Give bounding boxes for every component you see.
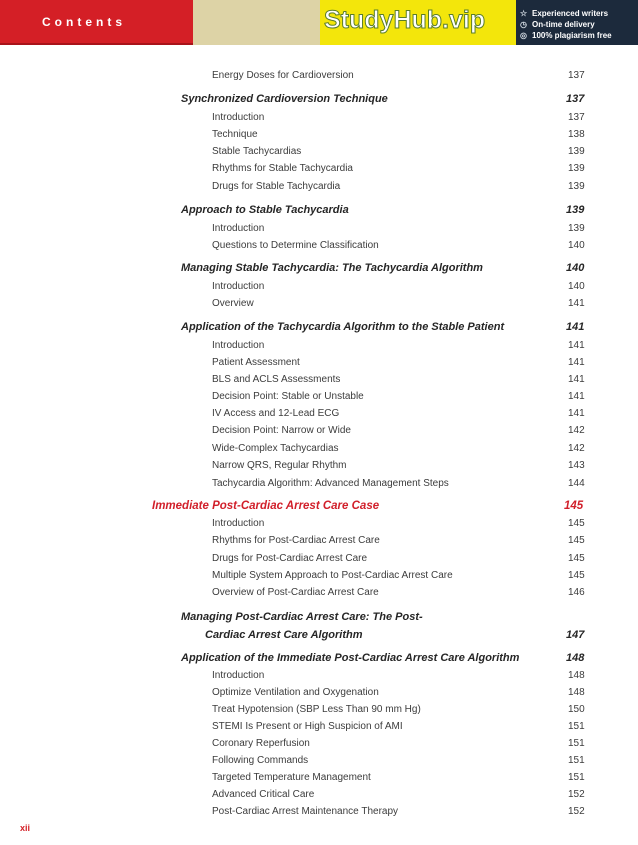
toc-title: Introduction <box>212 112 265 123</box>
toc-page-number: 139 <box>568 163 585 174</box>
toc-page-number: 148 <box>566 652 585 664</box>
toc-title: Decision Point: Stable or Unstable <box>212 391 364 402</box>
toc-title: Following Commands <box>212 755 309 766</box>
toc-entry[interactable] <box>0 772 638 786</box>
toc-page-number: 140 <box>566 262 585 274</box>
toc-section[interactable] <box>0 321 638 337</box>
clock-icon: ◷ <box>520 20 527 29</box>
tagline-text: Experienced writers <box>532 9 609 18</box>
toc-entry[interactable] <box>0 240 638 254</box>
star-icon: ☆ <box>520 9 528 18</box>
toc-page-number: 145 <box>568 535 585 546</box>
toc-title: Multiple System Approach to Post-Cardiac Arrest Care <box>212 570 453 581</box>
toc-page-number: 141 <box>568 357 585 368</box>
toc-page-number: 148 <box>568 687 585 698</box>
toc-title: Post-Cardiac Arrest Maintenance Therapy <box>212 806 399 817</box>
toc-title: Application of the Tachycardia Algorithm to the Stable Patient <box>181 321 505 333</box>
toc-page-number: 152 <box>568 789 585 800</box>
toc-entry[interactable] <box>0 570 638 584</box>
toc-entry[interactable] <box>0 443 638 457</box>
toc-page-number: 141 <box>566 321 585 333</box>
toc-entry[interactable] <box>0 425 638 439</box>
toc-case[interactable] <box>0 500 638 516</box>
toc-page-number: 145 <box>568 570 585 581</box>
toc-entry[interactable] <box>0 340 638 354</box>
toc-page-number: 151 <box>568 721 585 732</box>
toc-title: Synchronized Cardioversion Technique <box>181 93 388 105</box>
toc-page-number: 145 <box>564 500 584 512</box>
toc-title: Drugs for Stable Tachycardia <box>212 181 341 192</box>
toc-title: Patient Assessment <box>212 357 300 368</box>
toc-entry[interactable] <box>0 181 638 195</box>
toc-title: Drugs for Post-Cardiac Arrest Care <box>212 553 368 564</box>
toc-page-number: 139 <box>568 181 585 192</box>
toc-entry[interactable] <box>0 298 638 312</box>
toc-page-number: 142 <box>568 425 585 436</box>
toc-entry[interactable] <box>0 70 638 84</box>
toc-entry[interactable] <box>0 112 638 126</box>
toc-title: BLS and ACLS Assessments <box>212 374 341 385</box>
toc-page-number: 139 <box>566 204 585 216</box>
page-number: xii <box>20 823 31 833</box>
toc-entry[interactable] <box>0 670 638 684</box>
toc-page-number: 150 <box>568 704 585 715</box>
toc-title: Approach to Stable Tachycardia <box>181 204 349 216</box>
toc-entry[interactable] <box>0 755 638 769</box>
toc-entry[interactable] <box>0 223 638 237</box>
toc-section[interactable] <box>0 204 638 220</box>
toc-title: Introduction <box>212 340 265 351</box>
toc-page-number: 152 <box>568 806 585 817</box>
toc-page-number: 151 <box>568 755 585 766</box>
tagline-text: On-time delivery <box>532 20 595 29</box>
toc-page-number: 147 <box>566 629 585 641</box>
contents-title: Contents <box>42 15 126 29</box>
toc-title: Rhythms for Stable Tachycardia <box>212 163 353 174</box>
toc-title: Rhythms for Post-Cardiac Arrest Care <box>212 535 380 546</box>
toc-entry[interactable] <box>0 391 638 405</box>
toc-title: Application of the Immediate Post-Cardiac Arrest Care Algorithm <box>181 652 520 664</box>
toc-entry[interactable] <box>0 535 638 549</box>
toc-title: Managing Stable Tachycardia: The Tachycardia Algorithm <box>181 262 483 274</box>
badge-icon: ◎ <box>520 31 527 40</box>
toc-title: Introduction <box>212 518 265 529</box>
toc-section[interactable] <box>0 93 638 109</box>
toc-title: Questions to Determine Classification <box>212 240 379 251</box>
toc-entry[interactable] <box>0 687 638 701</box>
toc-entry[interactable] <box>0 704 638 718</box>
toc-title: Tachycardia Algorithm: Advanced Management Steps <box>212 478 449 489</box>
toc-entry[interactable] <box>0 806 638 820</box>
toc-entry[interactable] <box>0 146 638 160</box>
toc-page-number: 138 <box>568 129 585 140</box>
toc-entry[interactable] <box>0 738 638 752</box>
toc-page-number: 146 <box>568 587 585 598</box>
toc-entry[interactable] <box>0 163 638 177</box>
toc-title: Targeted Temperature Management <box>212 772 371 783</box>
toc-title: Immediate Post-Cardiac Arrest Care Case <box>152 500 380 512</box>
toc-page-number: 148 <box>568 670 585 681</box>
toc-title: Introduction <box>212 223 265 234</box>
toc-section[interactable] <box>0 652 638 668</box>
toc-page-number: 141 <box>568 408 585 419</box>
toc-page-number: 151 <box>568 738 585 749</box>
toc-title: Stable Tachycardias <box>212 146 302 157</box>
toc-page-number: 139 <box>568 223 585 234</box>
toc-entry[interactable] <box>0 129 638 143</box>
toc-title: Technique <box>212 129 258 140</box>
toc-page-number: 145 <box>568 518 585 529</box>
toc-title: Coronary Reperfusion <box>212 738 310 749</box>
toc-entry[interactable] <box>0 518 638 532</box>
toc-page-number: 142 <box>568 443 585 454</box>
toc-page-number: 141 <box>568 340 585 351</box>
toc-entry[interactable] <box>0 281 638 295</box>
toc-page-number: 139 <box>568 146 585 157</box>
tagline-text: 100% plagiarism free <box>532 31 612 40</box>
toc-entry[interactable] <box>0 374 638 388</box>
toc-title: IV Access and 12-Lead ECG <box>212 408 340 419</box>
toc-title: Advanced Critical Care <box>212 789 315 800</box>
toc-section[interactable] <box>0 262 638 278</box>
toc-title: Introduction <box>212 670 265 681</box>
toc-page-number: 140 <box>568 281 585 292</box>
toc-entry[interactable] <box>0 478 638 492</box>
toc-page-number: 137 <box>566 93 585 105</box>
toc-page-number: 141 <box>568 374 585 385</box>
toc-page-number: 141 <box>568 298 585 309</box>
studyhub-logo-text: StudyHub.vip <box>324 6 486 34</box>
toc-entry[interactable] <box>0 789 638 803</box>
toc-section-continued[interactable]: Cardiac Arrest Care Algorithm <box>205 629 363 641</box>
toc-page-number: 143 <box>568 460 585 471</box>
toc-page-number: 151 <box>568 772 585 783</box>
toc-section[interactable]: Managing Post-Cardiac Arrest Care: The Post- <box>181 611 423 623</box>
toc-title: Optimize Ventilation and Oxygenation <box>212 687 379 698</box>
toc-page-number: 140 <box>568 240 585 251</box>
toc-page-number: 141 <box>568 391 585 402</box>
toc-entry[interactable] <box>0 587 638 601</box>
toc-entry[interactable] <box>0 553 638 567</box>
toc-title: Treat Hypotension (SBP Less Than 90 mm Hg) <box>212 704 421 715</box>
toc-entry[interactable] <box>0 721 638 735</box>
toc-title: Introduction <box>212 281 265 292</box>
toc-title: Overview of Post-Cardiac Arrest Care <box>212 587 379 598</box>
toc-page-number: 144 <box>568 478 585 489</box>
toc-title: Energy Doses for Cardioversion <box>212 70 354 81</box>
toc-title: Wide-Complex Tachycardias <box>212 443 339 454</box>
toc-title: Decision Point: Narrow or Wide <box>212 425 351 436</box>
toc-title: Overview <box>212 298 254 309</box>
toc-page-number: 137 <box>568 70 585 81</box>
toc-entry[interactable] <box>0 357 638 371</box>
toc-page-number: 137 <box>568 112 585 123</box>
toc-entry[interactable] <box>0 460 638 474</box>
toc-page-number: 145 <box>568 553 585 564</box>
toc-title: STEMI Is Present or High Suspicion of AMI <box>212 721 403 732</box>
toc-entry[interactable] <box>0 408 638 422</box>
toc-title: Narrow QRS, Regular Rhythm <box>212 460 347 471</box>
